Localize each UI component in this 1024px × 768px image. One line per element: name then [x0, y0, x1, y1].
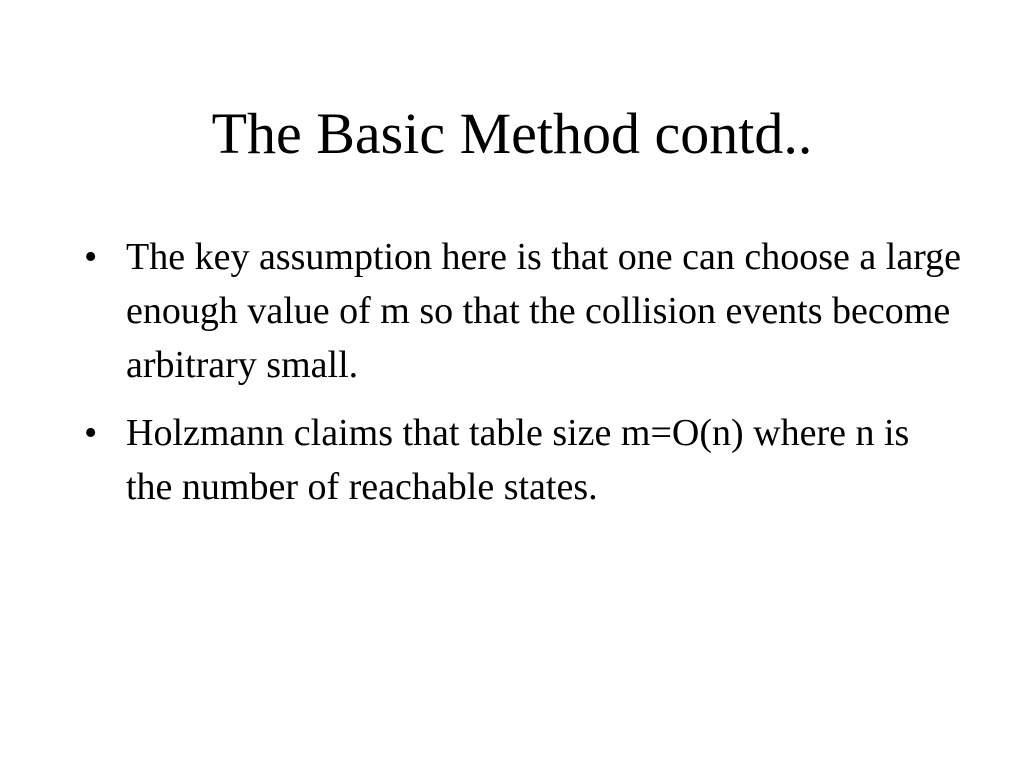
bullet-list: [84, 230, 964, 528]
bullet-text: Holzmann claims that table size m=O(n) where n is the number of reachable states.: [126, 412, 910, 508]
bullet-icon: •: [84, 412, 98, 454]
slide-title: The Basic Method contd..: [211, 101, 813, 166]
bullet-item: [84, 230, 964, 392]
bullet-text: The key assumption here is that one can choose a large enough value of m so that the collision events become arbitrary small.: [126, 236, 962, 386]
bullet-icon: •: [84, 236, 98, 278]
bullet-item: [84, 406, 964, 514]
